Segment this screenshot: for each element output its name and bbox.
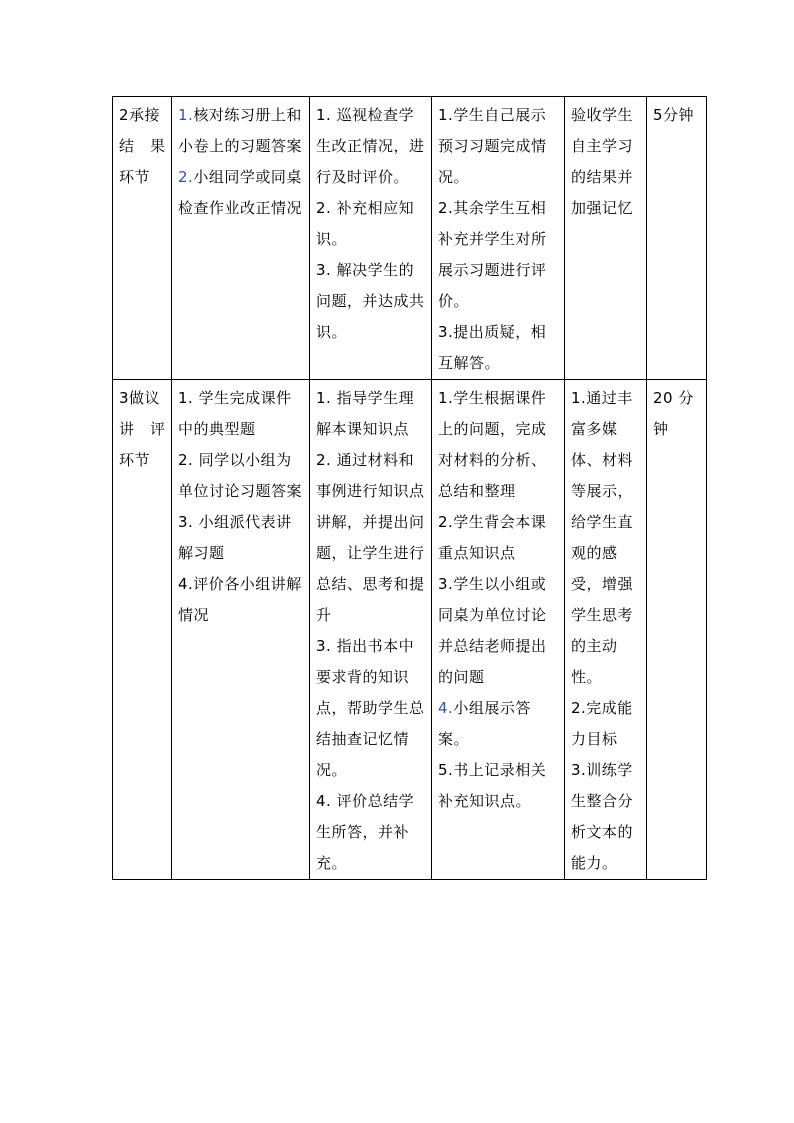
student-activity-cell: [172, 97, 310, 380]
stage-line: 环节: [119, 168, 151, 186]
list-item: 2.学生背会本课重点知识点: [438, 513, 547, 562]
lesson-plan-table: [112, 96, 707, 880]
student-response-cell: [432, 380, 565, 880]
table-row: [113, 97, 707, 380]
list-item: 4.评价各小组讲解情况: [178, 575, 302, 624]
list-item: 5.书上记录相关补充知识点。: [438, 761, 547, 810]
list-item: 1. 巡视检查学生改正情况，进行及时评价。: [316, 106, 425, 186]
intent-cell: [565, 380, 647, 880]
list-item: 3.训练学生整合分析文本的能力。: [571, 761, 634, 872]
intent-text: 验收学生自主学习的结果并加强记忆: [571, 106, 634, 217]
list-item: 3.提出质疑，相互解答。: [438, 323, 547, 372]
list-item: 2.小组同学或同桌检查作业改正情况: [178, 168, 303, 217]
stage-line: 环节: [119, 451, 151, 469]
list-item: 1.核对练习册上和小卷上的习题答案: [178, 106, 303, 155]
stage-line: 3做议: [119, 389, 161, 407]
list-item: 2. 同学以小组为单位讨论习题答案: [178, 451, 303, 500]
stage-line: 2承接: [119, 106, 161, 124]
table-row: [113, 380, 707, 880]
stage-line: 结 果: [119, 137, 166, 155]
list-item: 1.学生根据课件上的问题，完成对材料的分析、总结和整理: [438, 389, 547, 500]
list-item: 1.学生自己展示预习习题完成情况。: [438, 106, 547, 186]
list-item: 1. 指导学生理解本课知识点: [316, 389, 415, 438]
intent-cell: [565, 97, 647, 380]
list-item: 2. 补充相应知识。: [316, 199, 415, 248]
stage-cell: [113, 97, 172, 380]
list-item: 3. 指出书本中要求背的知识点，帮助学生总结抽查记忆情况。: [316, 637, 425, 779]
list-item: 2. 通过材料和事例进行知识点讲解，并提出问题，让学生进行总结、思考和提升: [316, 451, 425, 624]
list-item: 4.小组展示答案。: [438, 699, 531, 748]
list-item: 3. 小组派代表讲解习题: [178, 513, 292, 562]
stage-line: 讲 评: [119, 420, 166, 438]
list-item: 2.其余学生互相补充并学生对所展示习题进行评价。: [438, 199, 547, 310]
list-item: 1.通过丰富多媒体、材料等展示，给学生直观的感受，增强学生思考的主动性。: [571, 389, 634, 686]
teacher-activity-cell: [310, 97, 432, 380]
list-item: 2.完成能力目标: [571, 699, 633, 748]
time-text: 20 分钟: [653, 389, 694, 438]
list-item: 3. 解决学生的问题，并达成共识。: [316, 261, 425, 341]
list-item: 3.学生以小组或同桌为单位讨论并总结老师提出的问题: [438, 575, 547, 686]
list-item: 4. 评价总结学生所答，并补充。: [316, 792, 415, 872]
list-item: 1. 学生完成课件中的典型题: [178, 389, 292, 438]
student-response-cell: [432, 97, 565, 380]
time-cell: [647, 380, 707, 880]
student-activity-cell: [172, 380, 310, 880]
time-text: 5分钟: [653, 106, 695, 124]
stage-cell: [113, 380, 172, 880]
teacher-activity-cell: [310, 380, 432, 880]
time-cell: [647, 97, 707, 380]
